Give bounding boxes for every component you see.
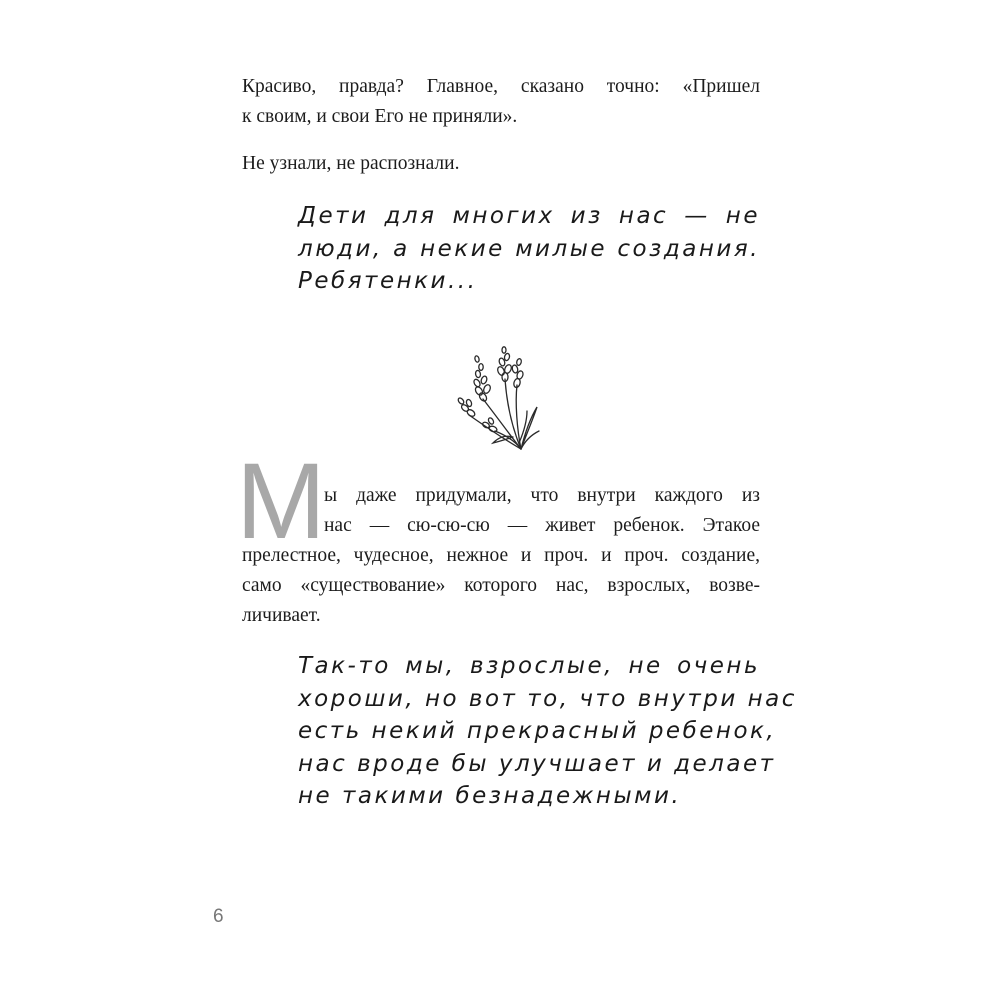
section-paragraph-line-4-wrap [242, 571, 760, 601]
quote-2-line-3: есть некий прекрасный ребенок, [298, 718, 777, 744]
quote-1-line-1: Дети для многих из нас — не [298, 203, 760, 229]
lavender-sprig-icon [455, 345, 545, 453]
paragraph-1 [242, 72, 760, 102]
paragraph-1-end [242, 102, 760, 132]
section-line-1: ы даже придумали, что внутри каждого из [324, 485, 760, 506]
quote-2-line-5: не такими безнадежными. [298, 783, 682, 809]
quote-2-line-2: хороши, но вот то, что внутри нас [298, 685, 797, 712]
paragraph-2: Не узнали, не распознали. [242, 153, 460, 174]
handwritten-quote-1 [298, 200, 760, 298]
paragraph-1-line-1: Красиво, правда? Главное, сказано точно: «Пришел [242, 76, 760, 97]
section-line-2: нас — сю-сю-сю — живет ребенок. Этакое [324, 515, 760, 536]
section-paragraph-line-3-wrap [242, 541, 760, 571]
quote-1-line-2: люди, а некие милые создания. [298, 235, 760, 262]
quote-2-line-4: нас вроде бы улучшает и делает [298, 750, 776, 777]
paragraph-1-line-2: к своим, и свои Его не приняли». [242, 106, 518, 127]
section-line-3: прелестное, чудесное, нежное и проч. и проч. создание, [242, 545, 760, 566]
drop-cap: М [236, 440, 326, 561]
section-paragraph-line-1-wrap [324, 481, 760, 511]
section-paragraph-line-2-wrap [324, 511, 760, 541]
quote-2-line-1: Так-то мы, взрослые, не очень [298, 653, 760, 679]
section-line-4: само «существование» которого нас, взрослых, возве- [242, 575, 760, 596]
section-line-5: личивает. [242, 605, 321, 626]
page-number: 6 [213, 906, 224, 927]
quote-1-line-3: Ребятенки... [298, 268, 478, 294]
handwritten-quote-2 [298, 650, 797, 813]
section-paragraph-line-5-wrap [242, 601, 760, 631]
